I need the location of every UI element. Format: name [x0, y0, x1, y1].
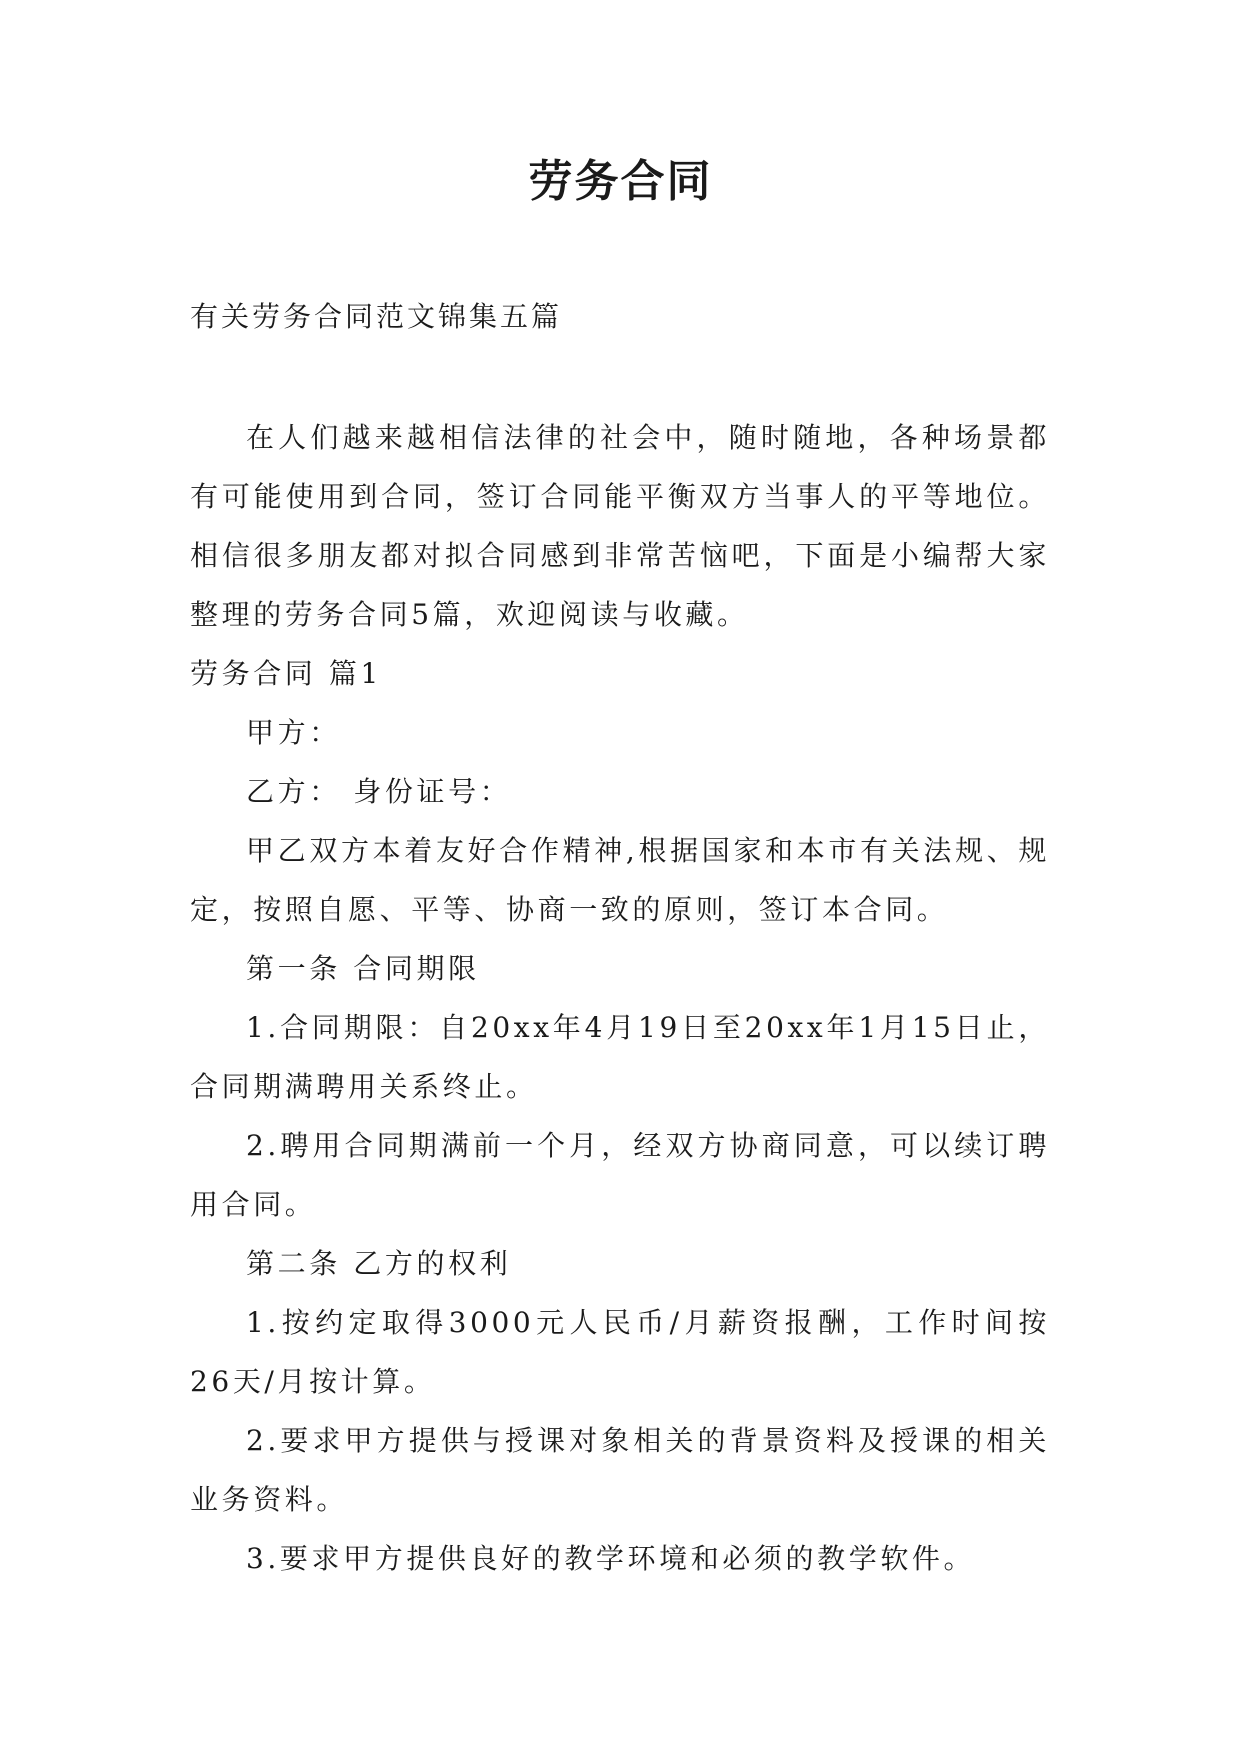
article-2-clause-1: 1.按约定取得3000元人民币/月薪资报酬，工作时间按26天/月按计算。 — [190, 1306, 1050, 1398]
party-b-line: 乙方： 身份证号： — [246, 775, 512, 808]
party-a-line: 甲方： — [246, 716, 341, 749]
section-heading-part-1: 劳务合同 篇1 — [190, 657, 382, 690]
intro-paragraph: 在人们越来越相信法律的社会中，随时随地，各种场景都有可能使用到合同，签订合同能平衡双方当事人的平等地位。相信很多朋友都对拟合同感到非常苦恼吧，下面是小编帮大家整理的劳务合同5篇，欢迎阅读与收藏。 — [190, 421, 1050, 631]
article-1-clause-1: 1.合同期限：自20xx年4月19日至20xx年1月15日止，合同期满聘用关系终止。 — [190, 1011, 1050, 1103]
document-body — [190, 408, 1050, 1588]
article-2-heading: 第二条 乙方的权利 — [246, 1247, 512, 1280]
article-1-heading: 第一条 合同期限 — [246, 952, 480, 985]
preamble-paragraph: 甲乙双方本着友好合作精神,根据国家和本市有关法规、规定，按照自愿、平等、协商一致的原则，签订本合同。 — [190, 834, 1050, 926]
article-1-clause-2: 2.聘用合同期满前一个月，经双方协商同意，可以续订聘用合同。 — [190, 1129, 1050, 1221]
article-2-clause-2: 2.要求甲方提供与授课对象相关的背景资料及授课的相关业务资料。 — [190, 1424, 1050, 1516]
article-2-clause-3: 3.要求甲方提供良好的教学环境和必须的教学软件。 — [246, 1542, 976, 1575]
document-subtitle: 有关劳务合同范文锦集五篇 — [190, 300, 563, 333]
document-title: 劳务合同 — [528, 156, 713, 207]
